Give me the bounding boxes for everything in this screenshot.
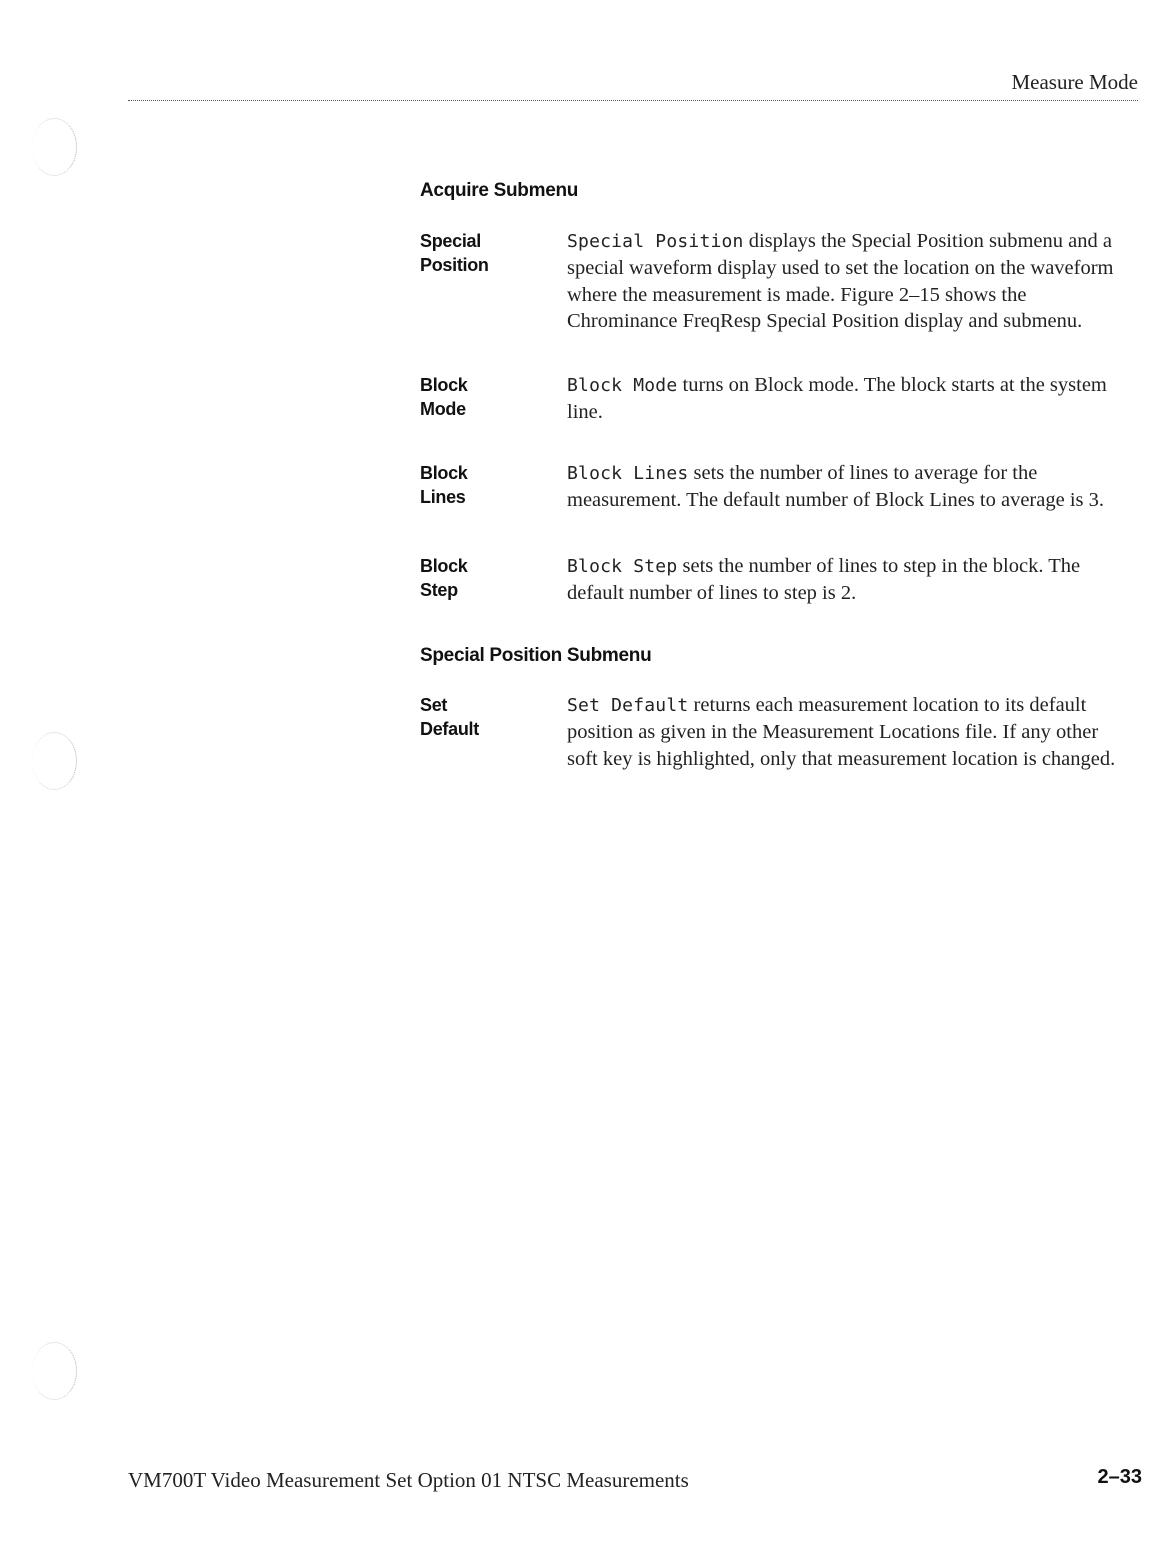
entry-description: [567, 460, 1127, 514]
entry-text: sets the number of lines to average for the measurement. The default number of Block Lines to average is 3.: [567, 462, 1105, 512]
entry-term-line2: Lines: [420, 487, 466, 507]
entry-term-line1: Set: [420, 695, 448, 715]
page-footer: VM700T Video Measurement Set Option 01 NTSC Measurements: [128, 1468, 689, 1492]
entry-description: [567, 553, 1127, 607]
entry-term-line2: Mode: [420, 399, 466, 419]
entry-text: sets the number of lines to step in the block. The default number of lines to step is 2.: [567, 555, 1081, 605]
entry-term-line2: Step: [420, 580, 458, 600]
entry-term: [420, 229, 560, 277]
entry-code: Block Mode: [567, 375, 678, 396]
entry-description: [567, 372, 1127, 426]
entry-text: displays the Special Position submenu and a special waveform display used to set the location on the waveform where the measurement is made. Figure 2–15 shows the Chrominance FreqResp Special Position display and submenu.: [567, 230, 1114, 332]
header-rule: [128, 100, 1138, 101]
entry-term-line1: Special: [420, 231, 481, 251]
entry-code: Set Default: [567, 695, 689, 716]
section-heading: Special Position Submenu: [420, 645, 652, 666]
entry-code: Special Position: [567, 231, 744, 252]
entry-term: [420, 461, 560, 509]
entry-text: turns on Block mode. The block starts at the system line.: [567, 374, 1107, 424]
entry-term: [420, 554, 560, 602]
section-heading: Acquire Submenu: [420, 180, 579, 201]
entry-term-line1: Block: [420, 375, 468, 395]
entry-term-line1: Block: [420, 556, 468, 576]
entry-code: Block Step: [567, 556, 678, 577]
entry-term-line2: Default: [420, 719, 479, 739]
entry-term: [420, 373, 560, 421]
entry-term-line2: Position: [420, 255, 489, 275]
punch-hole-top: [32, 118, 77, 176]
entry-term: [420, 693, 560, 741]
punch-hole-bottom: [32, 1342, 77, 1400]
entry-description: [567, 692, 1127, 772]
punch-hole-middle: [32, 732, 77, 790]
page-number: 2–33: [1097, 1466, 1142, 1488]
section-acquire-submenu: [420, 180, 1140, 202]
entry-text: returns each measurement location to its default position as given in the Measurement Locations file. If any other soft key is highlighted, only that measurement location is changed.: [567, 694, 1116, 770]
page-header: Measure Mode: [1011, 70, 1138, 94]
section-special-position-submenu: [420, 645, 1140, 667]
entry-description: [567, 228, 1127, 334]
entry-term-line1: Block: [420, 463, 468, 483]
entry-code: Block Lines: [567, 463, 689, 484]
